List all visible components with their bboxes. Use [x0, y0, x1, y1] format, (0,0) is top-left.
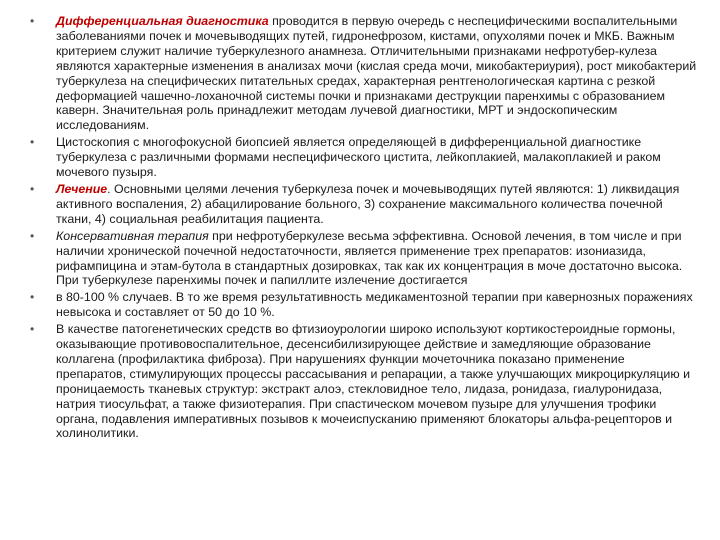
term-conservative-therapy: Консервативная терапия [56, 228, 209, 243]
bullet-list [30, 14, 698, 443]
paragraph-text: проводится в первую очередь с неспецифическими воспалительными заболеваниями почек и мочевыводящих путей, гидронефрозом, кистами, опухолями почек и МКБ. Важным критерием служит наличие туберкулезного анамнеза. Отличительными признаками нефротубер-кулеза являются характерные изменения в анализах мочи (кислая среда мочи, микобактериурия), рост микобактерий туберкулеза на специфических питательных средах, характерная рентгенологическая картина с резкой деформацией чашечно-лоханочной системы почки и признаками деструкции паренхимы с образованием каверн. Значительная роль принадлежит методам лучевой диагностики, МРТ и эндоскопическим исследованиям. [56, 14, 697, 133]
paragraph-text: В качестве патогенетических средств во фтизиоурологии широко используют кортикостероидные гормоны, оказывающие противовоспалительное, десенсибилизирующее действие и замедляющие образование коллагена (профилактика фиброза). При нарушениях функции мочеточника показано применение препаратов, стимулирующих процессы рассасывания и репарации, а также улучшающих микроциркуляцию и проницаемость тканевых структур: экстракт алоэ, стекловидное тело, лидаза, ронидаза, гиалуронидаза, натрия тиосульфат, а также физиотерапия. При спастическом мочевом пузыре для улучшения трофики органа, подавления императивных позывов к мочеиспусканию применяют блокаторы альфа-рецепторов и холинолитики. [56, 322, 690, 441]
bullet-icon: • [30, 228, 35, 243]
paragraph-text: в 80-100 % случаев. В то же время результативность медикаментозной терапии при кавернозных поражениях невысока и составляет от 50 до 10 %. [56, 290, 693, 320]
term-treatment: Лечение [56, 181, 108, 196]
bullet-icon: • [30, 322, 35, 337]
term-differential-diagnosis: Дифференциальная диагностика [56, 14, 269, 28]
bullet-icon: • [30, 14, 35, 28]
list-item-treatment [30, 182, 698, 227]
paragraph-text: Цистоскопия с многофокусной биопсией является определяющей в дифференциальной диагностике туберкулеза с различными формами неспецифического цистита, лейкоплакией, малакоплакией и раком мочевого пузыря. [56, 135, 661, 180]
bullet-icon: • [30, 290, 35, 305]
list-item-differential-diagnosis [30, 14, 698, 133]
list-item-outcome [30, 290, 698, 320]
bullet-icon: • [30, 135, 35, 150]
bullet-icon: • [30, 181, 35, 196]
list-item-cystoscopy [30, 135, 698, 180]
paragraph-text: при нефротуберкулезе весьма эффективна. Основой лечения, в том числе и при наличии хронической почечной недостаточности, является применение трех препаратов: изониазида, рифампицина и этам-бутола в стандартных дозировках, так как их концентрация в моче достаточно высока. При туберкулезе паренхимы почек и папиллите излечение достигается [56, 228, 683, 288]
paragraph-text: . Основными целями лечения туберкулеза почек и мочевыводящих путей являются: 1) ликвидация активного воспаления, 2) абацилирование больного, 3) сохранение максимального количества почечной ткани, 4) социальная реабилитация пациента. [56, 181, 680, 226]
list-item-conservative-therapy [30, 229, 698, 289]
list-item-pathogenetic-therapy [30, 322, 698, 441]
